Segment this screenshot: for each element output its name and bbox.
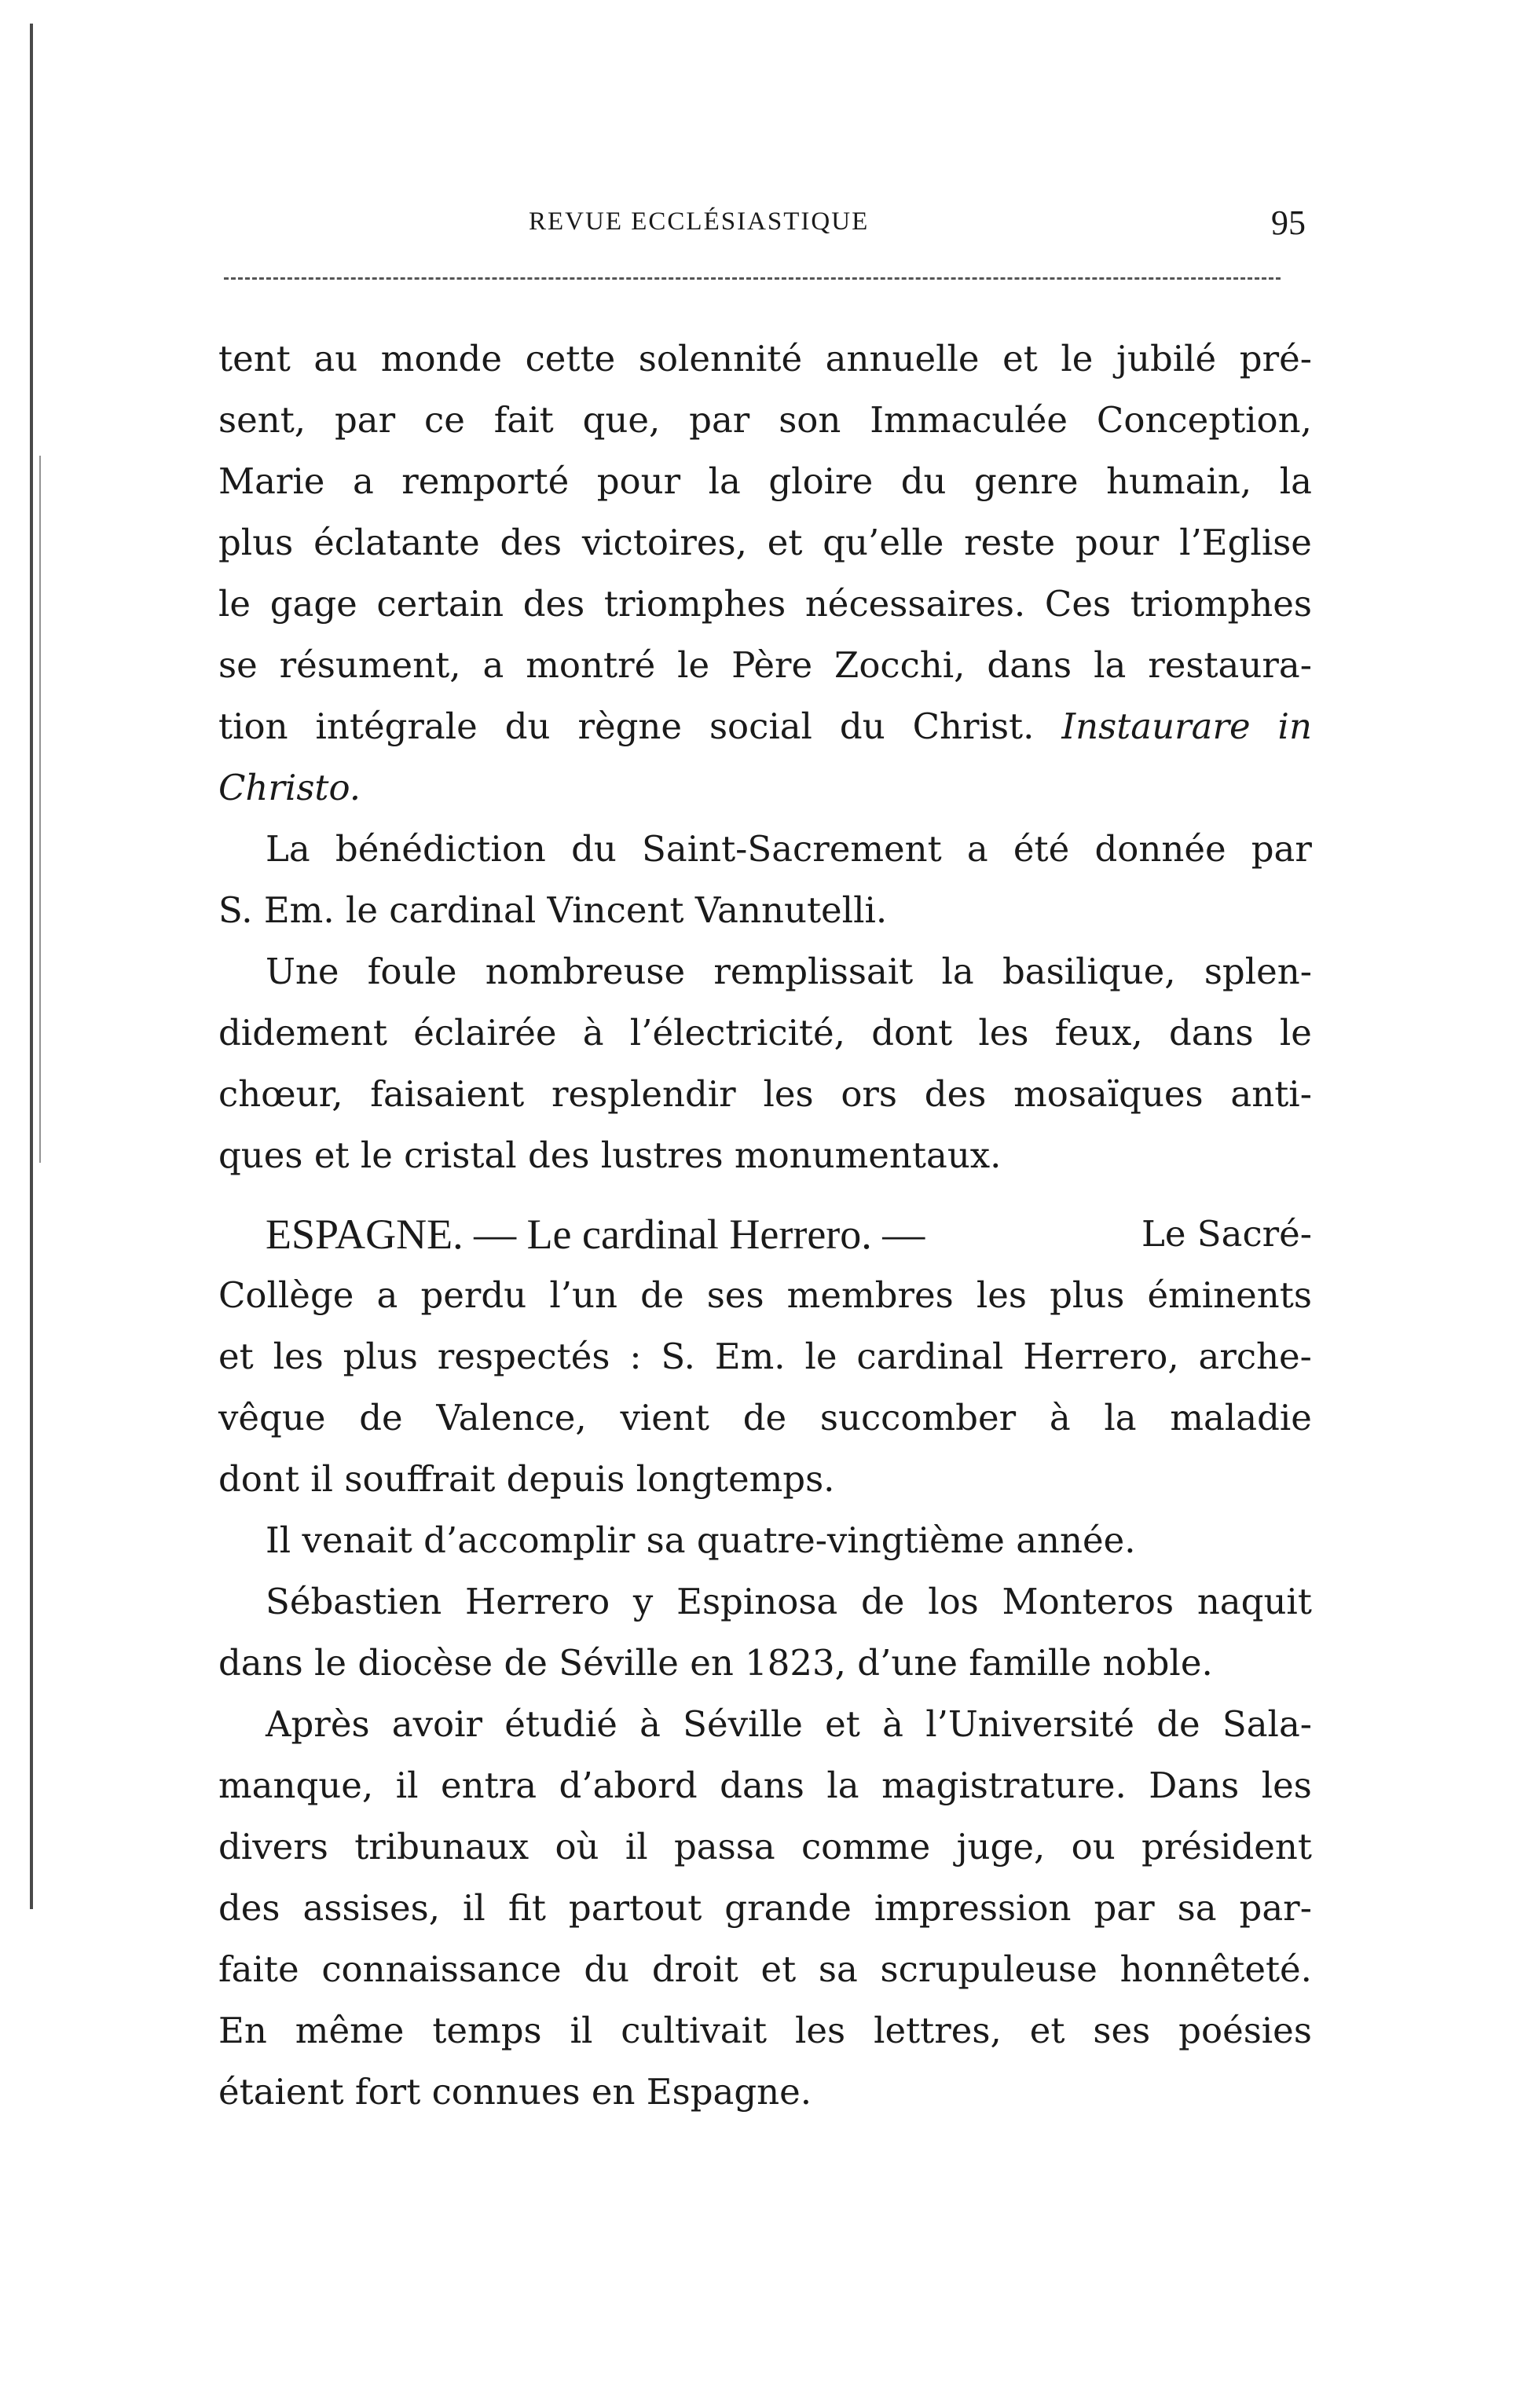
text-line (218, 1816, 1312, 1878)
word: l’électricité, (629, 1012, 845, 1054)
word: La (266, 828, 310, 870)
word: sa (818, 1948, 858, 1990)
word: y (632, 1581, 654, 1622)
word: plus (343, 1336, 418, 1377)
text-line (218, 880, 1312, 941)
word: pour (1075, 522, 1160, 563)
word: Herrero, (1023, 1336, 1179, 1377)
word: didement (218, 1012, 388, 1054)
word: Collège (218, 1274, 354, 1316)
word: la (708, 460, 741, 502)
word: tent (218, 338, 291, 379)
word: le (218, 583, 251, 625)
word: à (639, 1703, 661, 1745)
word: éminents (1147, 1274, 1312, 1316)
word: de (1156, 1703, 1200, 1745)
text-line (218, 757, 1312, 819)
word: dans (1168, 1012, 1254, 1054)
text-line (218, 1633, 1312, 1694)
word: Herrero (465, 1581, 610, 1622)
word: Em. (714, 1336, 786, 1377)
word: scrupuleuse (880, 1948, 1097, 1990)
word: Christ. (912, 706, 1035, 747)
word: cette (525, 338, 616, 379)
word: des (522, 583, 585, 625)
word: faite (218, 1948, 299, 1990)
text-line (218, 390, 1312, 451)
word: vient (620, 1397, 709, 1439)
line-text: Le Sacré- (1141, 1213, 1312, 1255)
word: plus (218, 522, 294, 563)
word: certain (376, 583, 504, 625)
word: à (882, 1703, 903, 1745)
word: par (1094, 1887, 1155, 1929)
text-line (218, 328, 1312, 390)
word: bénédiction (335, 828, 546, 870)
word: genre (974, 460, 1079, 502)
text-line (218, 512, 1312, 574)
word: les (763, 1073, 814, 1115)
word: remplissait (713, 951, 914, 992)
word: triomphes (603, 583, 786, 625)
word: a (482, 644, 504, 686)
word: victoires, (581, 522, 747, 563)
word: de (861, 1581, 905, 1622)
word: des (218, 1887, 280, 1929)
word: poésies (1178, 2010, 1312, 2051)
word: a (966, 828, 988, 870)
word: il (463, 1887, 486, 1929)
text-line (218, 1204, 1312, 1265)
word: il (625, 1826, 648, 1867)
word: les (1261, 1765, 1312, 1806)
word: magistrature. (881, 1765, 1127, 1806)
word: par (689, 399, 750, 441)
word: la (1279, 460, 1312, 502)
word: pré- (1239, 338, 1312, 379)
text-line (218, 1755, 1312, 1816)
word: son (779, 399, 841, 441)
word: Valence, (436, 1397, 587, 1439)
word: de (742, 1397, 787, 1439)
word: les (978, 1012, 1029, 1054)
word: respectés (437, 1336, 610, 1377)
word: par (334, 399, 396, 441)
word: temps (432, 2010, 542, 2051)
word: grande (724, 1887, 852, 1929)
word: nombreuse (485, 951, 686, 992)
word: ses (1093, 2010, 1151, 2051)
word: cultivait (621, 2010, 768, 2051)
text-line (218, 819, 1312, 880)
word: restaura- (1148, 644, 1312, 686)
word: pour (596, 460, 681, 502)
word: donnée (1094, 828, 1226, 870)
word: Sala- (1222, 1703, 1312, 1745)
word: humain, (1106, 460, 1252, 502)
text-line (218, 451, 1312, 512)
word: les (976, 1274, 1027, 1316)
word: mosaïques (1013, 1073, 1204, 1115)
word: tion (218, 706, 288, 747)
word: perdu (420, 1274, 527, 1316)
word: Sébastien (266, 1581, 442, 1622)
word: arche- (1198, 1336, 1312, 1377)
text-line (218, 696, 1312, 757)
word: dans (987, 644, 1072, 686)
word: faisaient (370, 1073, 525, 1115)
word: qu’elle (823, 522, 944, 563)
word: Dans (1149, 1765, 1240, 1806)
word: des (924, 1073, 987, 1115)
word: à (582, 1012, 604, 1054)
text-line (218, 2000, 1312, 2062)
word: annuelle (825, 338, 980, 379)
word: du (504, 706, 551, 747)
word: Une (266, 951, 339, 992)
word: gage (269, 583, 357, 625)
word: anti- (1230, 1073, 1312, 1115)
word: feux, (1054, 1012, 1143, 1054)
word: ses (706, 1274, 764, 1316)
text-line (218, 574, 1312, 635)
word: éclatante (313, 522, 480, 563)
word: et (218, 1336, 254, 1377)
word: nécessaires. (804, 583, 1026, 625)
word: se (218, 644, 258, 686)
word: et (1002, 338, 1038, 379)
text-line (218, 2062, 1312, 2123)
word: règne (577, 706, 682, 747)
text-line (218, 635, 1312, 696)
line-text: ques et le cristal des lustres monumentaux. (218, 1134, 1002, 1176)
word: gloire (768, 460, 874, 502)
word: sa (1177, 1887, 1217, 1929)
word: du (584, 1948, 630, 1990)
text-line (218, 1571, 1312, 1633)
line-text: dans le diocèse de Séville en 1823, d’une famille noble. (218, 1642, 1213, 1684)
word: comme (801, 1826, 931, 1867)
word: succomber (819, 1397, 1017, 1439)
word: le (804, 1336, 837, 1377)
word: impression (874, 1887, 1072, 1929)
running-title: REVUE ECCLÉSIASTIQUE (529, 207, 870, 236)
line-text-italic: Christo. (218, 767, 361, 808)
text-line (218, 1449, 1312, 1510)
word: ors (841, 1073, 898, 1115)
word: assises, (302, 1887, 441, 1929)
word: et (760, 1948, 797, 1990)
word: du (839, 706, 885, 747)
word: il (395, 1765, 419, 1806)
scan-edge-mark (30, 24, 33, 1909)
word: avoir (391, 1703, 483, 1745)
word: basilique, (1002, 951, 1176, 992)
text-line (218, 1694, 1312, 1755)
word: le (1279, 1012, 1312, 1054)
text-line (218, 1939, 1312, 2000)
word: honnêteté. (1119, 1948, 1312, 1990)
word: triomphes (1130, 583, 1312, 625)
word: maladie (1170, 1397, 1312, 1439)
word: dont (871, 1012, 953, 1054)
word: jubilé (1116, 338, 1217, 379)
word: Immaculée (870, 399, 1068, 441)
word: partout (568, 1887, 702, 1929)
word: les (273, 1336, 324, 1377)
word-italic: in (1277, 706, 1312, 747)
word: entra (440, 1765, 537, 1806)
word: la (1104, 1397, 1137, 1439)
word: même (295, 2010, 405, 2051)
word: remporté (401, 460, 570, 502)
word: divers (218, 1826, 328, 1867)
word: Monteros (1002, 1581, 1174, 1622)
word: En (218, 2010, 267, 2051)
text-line (218, 1387, 1312, 1449)
text-line (218, 1510, 1312, 1571)
word: la (941, 951, 974, 992)
word: ce (424, 399, 465, 441)
word: plus (1050, 1274, 1125, 1316)
word: président (1141, 1826, 1312, 1867)
word: lettres, (874, 2010, 1002, 2051)
word: du (571, 828, 617, 870)
word: Conception, (1096, 399, 1312, 441)
word: monde (380, 338, 502, 379)
word: Espinosa (676, 1581, 838, 1622)
word: l’un (549, 1274, 618, 1316)
word: intégrale (315, 706, 478, 747)
word: tribunaux (354, 1826, 529, 1867)
text-line (218, 1125, 1312, 1186)
word: où (555, 1826, 599, 1867)
word: éclairée (413, 1012, 557, 1054)
text-line (218, 1002, 1312, 1064)
word-italic: Instaurare (1061, 706, 1251, 747)
word: il (570, 2010, 593, 2051)
word: Après (266, 1703, 370, 1745)
word: Ces (1044, 583, 1112, 625)
word: Zocchi, (834, 644, 966, 686)
word: résument, (279, 644, 461, 686)
word: cardinal (856, 1336, 1004, 1377)
word: a (352, 460, 374, 502)
word: Père (731, 644, 813, 686)
word: juge, (956, 1826, 1046, 1867)
word: membres (786, 1274, 954, 1316)
text-line (218, 1265, 1312, 1326)
running-head (218, 203, 1312, 250)
text-line (218, 1878, 1312, 1939)
word: manque, (218, 1765, 374, 1806)
line-text: Il venait d’accomplir sa quatre-vingtième année. (266, 1519, 1136, 1561)
word: l’Eglise (1179, 522, 1312, 563)
word: fit (508, 1887, 546, 1929)
word: et (767, 522, 803, 563)
word: reste (964, 522, 1056, 563)
word: montré (526, 644, 656, 686)
word: solennité (638, 338, 803, 379)
word: chœur, (218, 1073, 343, 1115)
word: de (640, 1274, 684, 1316)
word: foule (367, 951, 457, 992)
word: du (900, 460, 947, 502)
word: naquit (1196, 1581, 1312, 1622)
word: été (1013, 828, 1070, 870)
text-line (218, 1064, 1312, 1125)
header-rule (224, 277, 1281, 280)
scan-edge-mark-secondary (39, 456, 41, 1163)
line-text: étaient fort connues en Espagne. (218, 2071, 812, 2113)
word: vêque (218, 1397, 326, 1439)
word: sent, (218, 399, 306, 441)
word: et (1029, 2010, 1065, 2051)
word: des (500, 522, 562, 563)
word: los (928, 1581, 979, 1622)
line-text: S. Em. le cardinal Vincent Vannutelli. (218, 889, 888, 931)
word: connaissance (321, 1948, 562, 1990)
word: à (1049, 1397, 1071, 1439)
word: social (709, 706, 812, 747)
word: droit (651, 1948, 738, 1990)
word: de (359, 1397, 403, 1439)
word: étudié (504, 1703, 617, 1745)
word: par (1251, 828, 1312, 870)
word: dans (720, 1765, 804, 1806)
word: le (677, 644, 710, 686)
text-line (218, 1326, 1312, 1387)
word: la (1094, 644, 1127, 686)
page-number: 95 (1271, 203, 1306, 242)
word: les (795, 2010, 846, 2051)
word: l’Université (925, 1703, 1134, 1745)
word: S. (661, 1336, 695, 1377)
word: au (313, 338, 358, 379)
word: Séville (683, 1703, 803, 1745)
word: par- (1239, 1887, 1312, 1929)
word: Saint-Sacrement (642, 828, 942, 870)
word: Marie (218, 460, 325, 502)
line-text: dont il souffrait depuis longtemps. (218, 1458, 835, 1500)
word: passa (674, 1826, 775, 1867)
word: d’abord (559, 1765, 698, 1806)
word: la (826, 1765, 859, 1806)
word: ou (1071, 1826, 1116, 1867)
word: a (376, 1274, 398, 1316)
body-text (218, 328, 1312, 2123)
word: resplendir (551, 1073, 736, 1115)
word: et (825, 1703, 860, 1745)
word: splen- (1204, 951, 1312, 992)
word: que, (582, 399, 661, 441)
word: : (629, 1336, 642, 1377)
text-line (218, 941, 1312, 1002)
word: le (1061, 338, 1094, 379)
word: fait (493, 399, 554, 441)
section-heading: ESPAGNE. — Le cardinal Herrero. — (266, 1211, 925, 1258)
